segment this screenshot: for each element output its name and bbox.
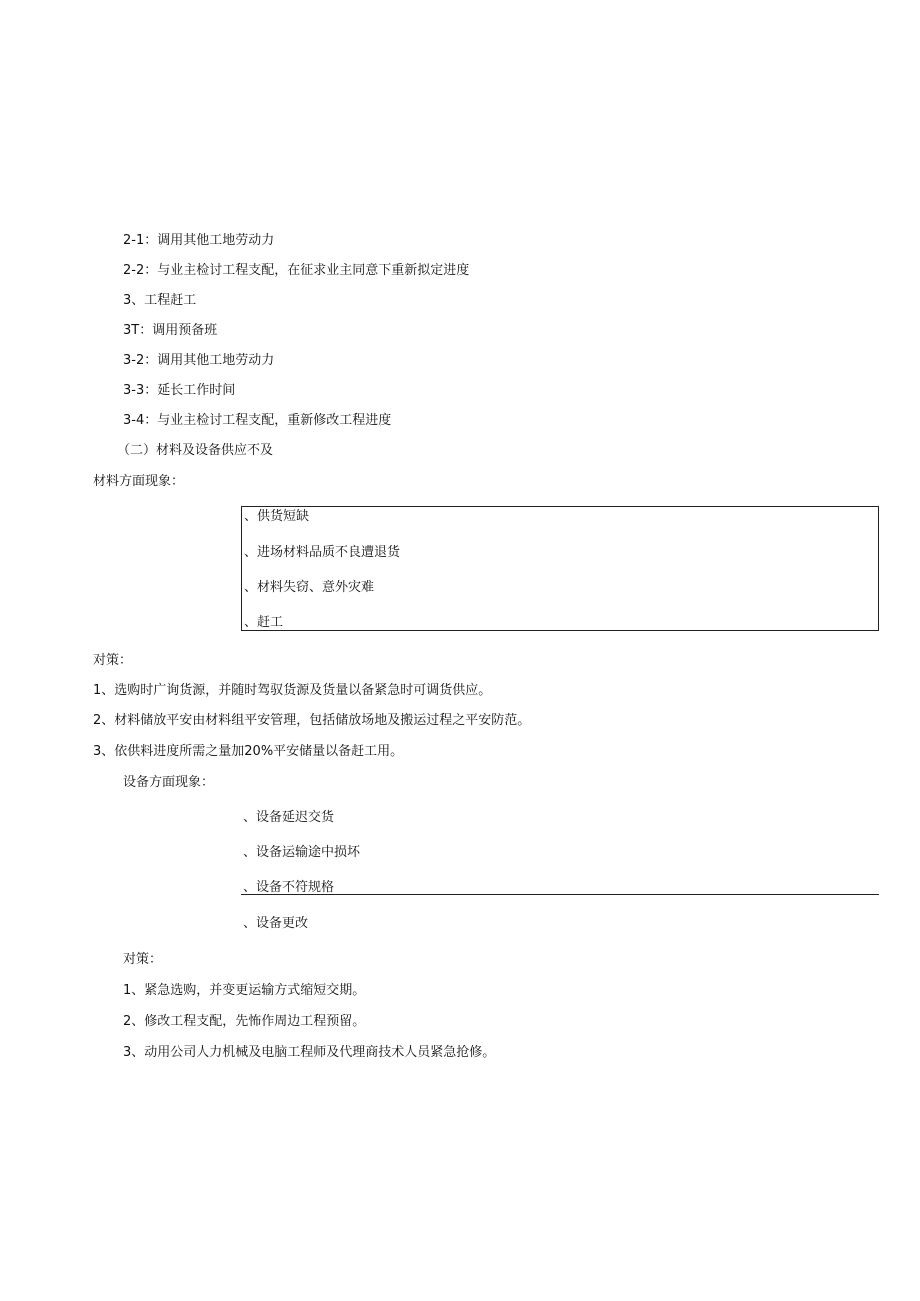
schedule-item: 3-3：延长工作时间 xyxy=(123,383,236,398)
equipment-heading: 设备方面现象： xyxy=(123,775,215,790)
divider-line xyxy=(241,894,879,895)
materials-phenomenon: 、材料失窃、意外灾难 xyxy=(244,580,375,595)
materials-countermeasure: 2、材料储放平安由材料组平安管理，包括储放场地及搬运过程之平安防范。 xyxy=(93,713,531,728)
equipment-phenomenon: 、设备运输途中损坏 xyxy=(243,845,361,860)
materials-phenomenon: 、进场材料品质不良遭退货 xyxy=(244,545,401,560)
schedule-item: 3-2：调用其他工地劳动力 xyxy=(123,353,275,368)
materials-countermeasure-heading: 对策： xyxy=(93,653,133,668)
materials-countermeasure: 1、选购时广询货源，并随时驾驭货源及货量以备紧急时可调货供应。 xyxy=(93,683,492,698)
materials-heading: 材料方面现象： xyxy=(93,474,185,489)
equipment-phenomenon: 、设备延迟交货 xyxy=(243,810,335,825)
materials-phenomenon: 、赶工 xyxy=(244,615,284,630)
schedule-item: 3、工程赶工 xyxy=(123,293,197,308)
section-title: （二）材料及设备供应不及 xyxy=(117,443,274,458)
schedule-item: 2-2：与业主检讨工程支配，在征求业主同意下重新拟定进度 xyxy=(123,263,470,278)
equipment-phenomenon: 、设备不符规格 xyxy=(243,880,335,895)
equipment-countermeasure: 1、紧急选购，并变更运输方式缩短交期。 xyxy=(123,983,366,998)
schedule-item: 3T：调用预备班 xyxy=(123,323,218,338)
equipment-countermeasure-heading: 对策： xyxy=(123,952,163,967)
schedule-item: 2-1：调用其他工地劳动力 xyxy=(123,233,275,248)
schedule-item: 3-4：与业主检讨工程支配，重新修改工程进度 xyxy=(123,413,392,428)
equipment-countermeasure: 2、修改工程支配，先怖作周边工程预留。 xyxy=(123,1014,366,1029)
materials-phenomena-box xyxy=(241,506,879,631)
equipment-phenomenon: 、设备更改 xyxy=(243,916,309,931)
materials-phenomenon: 、供货短缺 xyxy=(244,509,310,524)
materials-countermeasure: 3、依供料进度所需之量加20%平安储量以备赶工用。 xyxy=(93,744,404,759)
equipment-countermeasure: 3、动用公司人力机械及电脑工程师及代理商技术人员紧急抢修。 xyxy=(123,1045,496,1060)
